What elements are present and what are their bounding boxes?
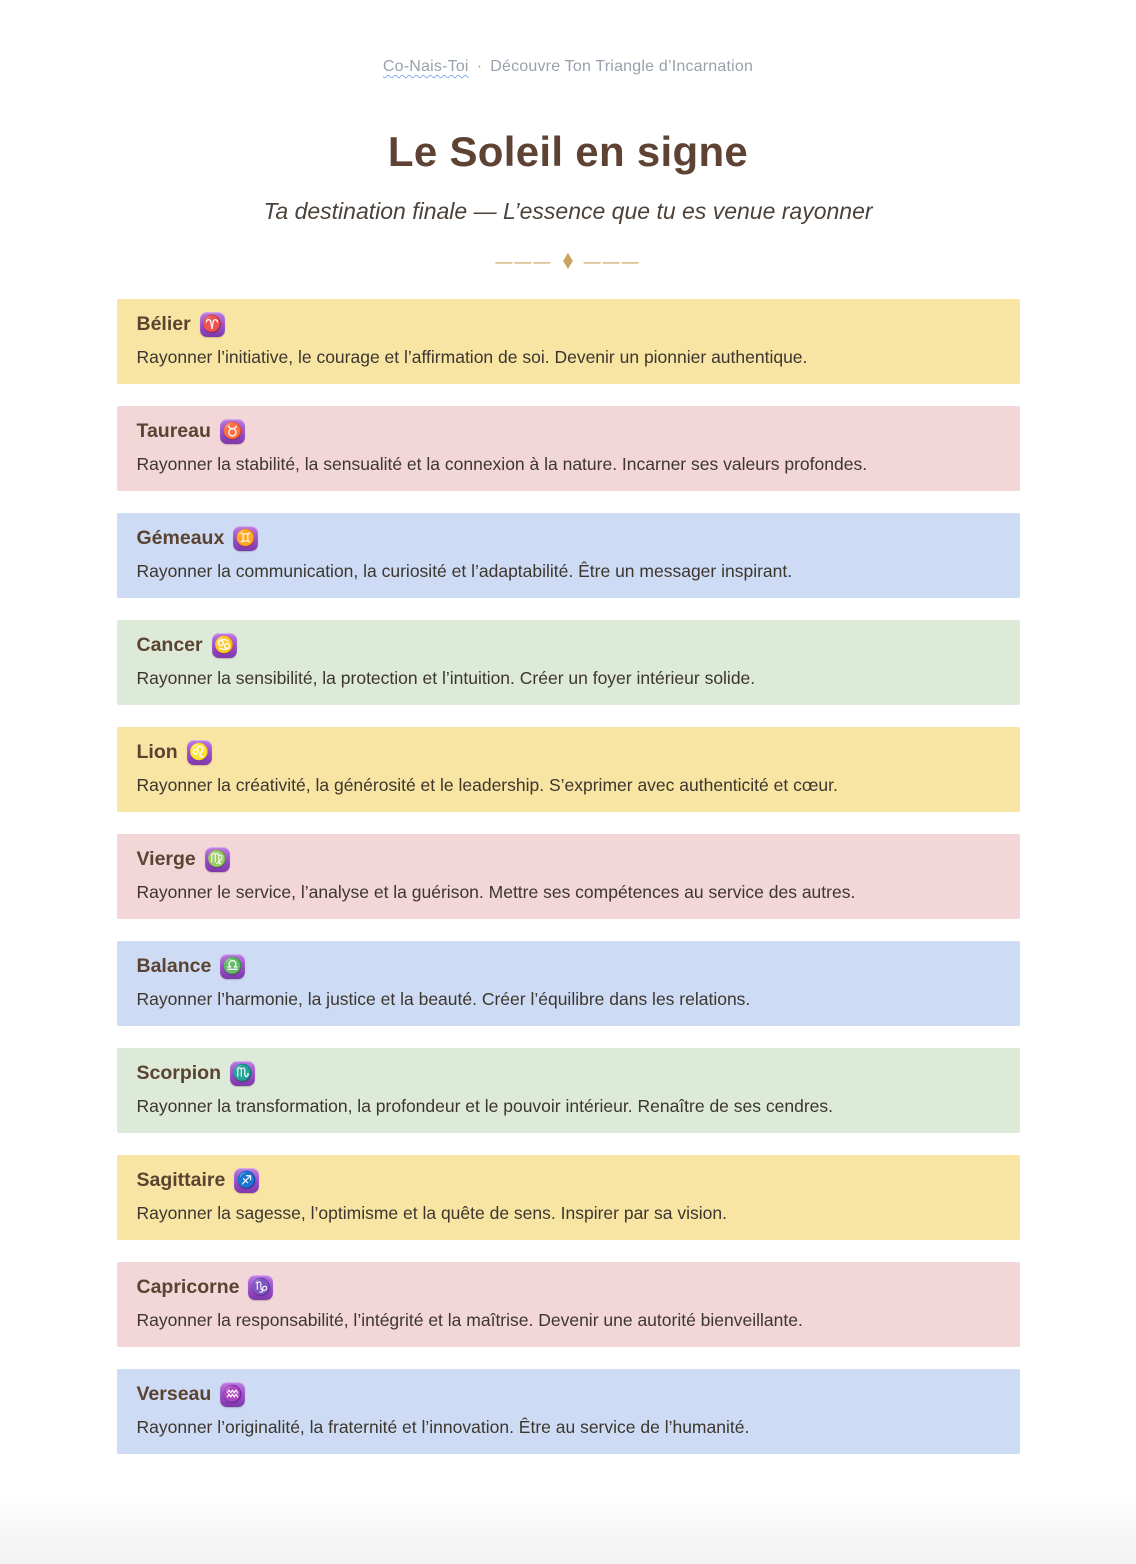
leo-emoji-icon: ♌ [187, 740, 212, 765]
sign-description: Rayonner la sagesse, l’optimisme et la quête de sens. Inspirer par sa vision. [136, 1203, 727, 1223]
sign-card [117, 1262, 1020, 1347]
sign-card-title [137, 419, 1000, 444]
sign-card [117, 299, 1020, 384]
sign-card-title [137, 1275, 1000, 1300]
sign-card-list [117, 299, 1020, 1454]
sign-name: Verseau [136, 1383, 212, 1405]
sign-description: Rayonner l’harmonie, la justice et la beauté. Créer l’équilibre dans les relations. [136, 989, 751, 1009]
sign-card-title [137, 1382, 1000, 1407]
sign-card-title [137, 633, 1000, 658]
sign-card-title [137, 847, 1000, 872]
sign-card [117, 1155, 1020, 1240]
sign-description: Rayonner la sensibilité, la protection et l’intuition. Créer un foyer intérieur solide. [136, 668, 756, 688]
sign-card-title [137, 1168, 1000, 1193]
divider-dashes-right: ——— [583, 252, 641, 271]
sign-description: Rayonner l’initiative, le courage et l’affirmation de soi. Devenir un pionnier authentique. [136, 347, 808, 367]
sign-description: Rayonner la communication, la curiosité et l’adaptabilité. Être un messager inspirant. [136, 561, 793, 581]
sign-card [117, 1048, 1020, 1133]
breadcrumb [0, 0, 1136, 76]
sign-name: Balance [136, 955, 212, 977]
sign-card [117, 834, 1020, 919]
sign-card [117, 513, 1020, 598]
sagittarius-emoji-icon: ♐ [234, 1168, 259, 1193]
sign-card [117, 727, 1020, 812]
sign-name: Sagittaire [136, 1169, 226, 1191]
page-bottom-fade [0, 1494, 1136, 1564]
libra-emoji-icon: ♎ [220, 954, 245, 979]
sign-card-title [137, 1061, 1000, 1086]
sign-card-title [137, 954, 1000, 979]
sign-card [117, 620, 1020, 705]
sign-name: Vierge [136, 848, 196, 870]
capricorn-emoji-icon: ♑ [248, 1275, 273, 1300]
sign-description: Rayonner la stabilité, la sensualité et la connexion à la nature. Incarner ses valeurs profondes. [136, 454, 868, 474]
sign-description: Rayonner le service, l’analyse et la guérison. Mettre ses compétences au service des autres. [136, 882, 856, 902]
sign-name: Cancer [136, 634, 203, 656]
sign-description: Rayonner la transformation, la profondeur et le pouvoir intérieur. Renaître de ses cendres. [136, 1096, 833, 1116]
sign-name: Bélier [136, 313, 191, 335]
sign-name: Capricorne [136, 1276, 240, 1298]
sign-card [117, 1369, 1020, 1454]
document-subtitle: Découvre Ton Triangle d’Incarnation [490, 58, 754, 75]
decorative-divider [0, 243, 1136, 275]
taurus-emoji-icon: ♉ [220, 419, 245, 444]
sign-name: Gémeaux [136, 527, 225, 549]
cancer-emoji-icon: ♋ [212, 633, 237, 658]
diamond-icon: ♦ [562, 243, 574, 275]
page-title: Le Soleil en signe [387, 128, 749, 175]
sign-name: Lion [136, 741, 178, 763]
aries-emoji-icon: ♈ [200, 312, 225, 337]
brand-name: Co-Nais-Toi [382, 58, 469, 75]
virgo-emoji-icon: ♍ [205, 847, 230, 872]
breadcrumb-separator: · [476, 58, 483, 75]
sign-card-title [137, 740, 1000, 765]
sign-card-title [137, 526, 1000, 551]
sign-name: Scorpion [136, 1062, 222, 1084]
scorpio-emoji-icon: ♏ [230, 1061, 255, 1086]
sign-card [117, 406, 1020, 491]
sign-name: Taureau [136, 420, 211, 442]
sign-description: Rayonner l’originalité, la fraternité et l’innovation. Être au service de l’humanité. [136, 1417, 750, 1437]
sign-description: Rayonner la responsabilité, l’intégrité et la maîtrise. Devenir une autorité bienveillante. [136, 1310, 803, 1330]
aquarius-emoji-icon: ♒ [220, 1382, 245, 1407]
gemini-emoji-icon: ♊ [233, 526, 258, 551]
sign-description: Rayonner la créativité, la générosité et le leadership. S’exprimer avec authenticité et cœur. [136, 775, 838, 795]
sign-card [117, 941, 1020, 1026]
page-subtitle: Ta destination finale — L’essence que tu es venue rayonner [263, 198, 873, 224]
sign-card-title [137, 312, 1000, 337]
divider-dashes-left: ——— [495, 252, 553, 271]
